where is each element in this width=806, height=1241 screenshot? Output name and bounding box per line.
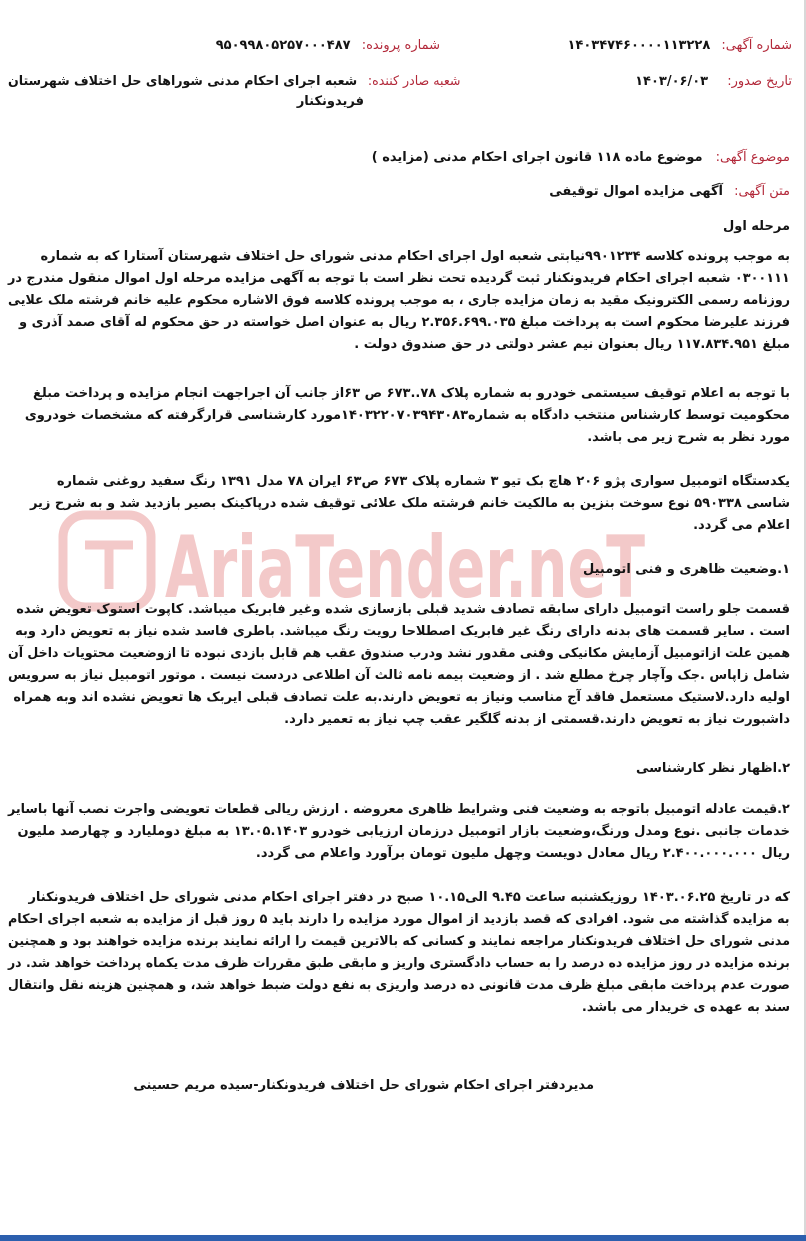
paragraph-line: ۰۳۰۰۱۱۱ شعبه اجرای احکام فریدونکنار ثبت گردیده تحت نظر است با توجه به آگهی مزایده مرحله اول اموال منقول مندرج در [8,271,790,286]
paragraph-line: اعلام می گردد. [693,518,790,533]
paragraph-line: محکومیت توسط کارشناس منتخب دادگاه به شماره۱۴۰۳۲۲۰۷۰۳۹۴۳۰۸۳مورد کارشناسی قرارگرفته که مشخصات خودروی [24,408,790,423]
footer-bar [0,1235,806,1241]
notice-text-title: آگهی مزایده اموال توقیفی [549,184,723,199]
notice-number-label: شماره آگهی: [721,38,792,53]
paragraph-line: خدمات جانبی .نوع ومدل ورنگ،وضعیت بازار اتومبیل درزمان ارزیابی خودرو ۱۳.۰۵.۱۴۰۳ به مبلغ دوملیارد و چهارصد ملیون [17,824,790,839]
paragraph-line: ۲.قیمت عادله اتومبیل باتوجه به وضعیت فنی وشرایط ظاهری معروضه . ارزش ریالی قطعات تعویضی واجرت نصب آنها باسایر [8,802,790,817]
subject-label: موضوع آگهی: [715,150,790,165]
condition-heading: ۱.وضعیت ظاهری و فنی اتومبیل [583,562,790,577]
notice-text-heading [549,180,790,199]
paragraph-line: با توجه به اعلام توقیف سیستمی خودرو به شماره پلاک ۷۸..۶۷۳ ص ۶۳از جانب آن اجراجهت انجام مزایده و پرداخت مبلغ [32,386,790,401]
paragraph-line: مورد نظر به شرح زیر می باشد. [587,430,790,445]
issuer-line2: فریدونکنار [296,94,364,109]
paragraph-line: داشبورت نیاز به تعویض دارند.قسمتی از بدنه گلگیر عقب چپ نیاز به تعمیر دارد. [284,712,790,727]
file-number-value: ۹۵۰۹۹۸۰۵۲۵۷۰۰۰۴۸۷ [215,38,351,53]
paragraph-line: مبلغ ۱۱۷.۸۳۴.۹۵۱ ریال بعنوان نیم عشر دولتی در حق صندوق دولت . [354,337,790,352]
paragraph-line: همین علت ازاتومبیل آزمایش مکانیکی وفنی مقدور نشد ودرب صندوق عقب هم قابل بازدی نبوده تا ازوضعیت محتویات داخل آن [7,646,790,661]
file-number [216,34,440,53]
paragraph-line: فرزند علیرضا محکوم است به پرداخت مبلغ ۲.۳۵۶.۶۹۹.۰۳۵ ریال به عنوان اصل خواسته در حق محکوم له آقای صمد آذری و [19,315,790,330]
paragraph-line: برنده مزایده در روز مزایده ده درصد را به حساب دادگستری واریز و مابقی طبق مقررات ظرف مدت یکماه پرداخت خواهد شد. در [8,956,790,971]
issuer-label: شعبه صادر کننده: [367,74,460,89]
paragraph-line: ریال ۲.۴۰۰.۰۰۰.۰۰۰ ریال معادل دویست وچهل ملیون تومان برآورد واعلام می گردد. [255,846,790,861]
issue-date [635,70,792,89]
subject [372,146,790,165]
issuer-line1: شعبه اجرای احکام مدنی شوراهای حل اختلاف شهرستان [7,74,357,89]
paragraph-line: یکدستگاه اتومبیل سواری پژو ۲۰۶ هاچ بک تیو ۳ شماره پلاک ۶۷۳ ص۶۳ ایران ۷۸ مدل ۱۳۹۱ رنگ سفید روغنی شماره [56,474,790,489]
paragraph-line: شاسی ۵۹۰۳۳۸ نوع سوخت بنزین به مالکیت خانم فرشته ملک علائی توقیف شده درپاکینک بصیر بازدید شد و به شرح زیر [29,496,790,511]
signature: مدیردفتر اجرای احکام شورای حل اختلاف فریدونکنار-سیده مریم حسینی [133,1078,594,1093]
paragraph-line: شامل زاپاس .جک وآچار چرخ مطلع شد . از وضعیت بیمه نامه ثالث آن اطلاعی دردست نیست . موتور اتومبیل نیاز به سرویس [8,668,790,683]
issue-date-label: تاریخ صدور: [727,74,792,89]
issue-date-value: ۱۴۰۳/۰۶/۰۳ [635,74,709,89]
file-number-label: شماره پرونده: [361,38,440,53]
paragraph-line: روزنامه رسمی الکترونیک مقید به زمان مزایده جاری ، به موجب پرونده کلاسه فوق الاشاره محکوم علیه خانم فرشته ملک علایی [8,293,790,308]
paragraph-line: که در تاریخ ۱۴۰۳.۰۶.۲۵ روزیکشنبه ساعت ۹.۴۵ الی۱۰.۱۵ صبح در دفتر اجرای احکام مدنی شورای حل اختلاف فریدونکنار [28,890,790,905]
paragraph-line: صورت عدم پرداخت مابقی مبلغ ظرف مدت قانونی ده درصد واریزی به نفع دولت ضبط خواهد شد، و همچنین هزینه نقل وانتقال [8,978,790,993]
expert-opinion-heading: ۲.اظهار نظر کارشناسی [635,761,790,776]
paragraph-line: به مزایده گذاشته می شود. افرادی که قصد بازدید از اموال مورد مزایده را دارند باید ۵ روز قبل از مزایده به شعبه اجرای احکام [8,912,791,927]
paragraph-line: به موجب پرونده کلاسه ۹۹۰۱۲۳۴نیابتی شعبه اول اجرای احکام مدنی شورای حل اختلاف شهرستان آستارا که به شماره [40,249,790,264]
paragraph-line: مدنی شورای حل اختلاف فریدونکنار مراجعه نمایند و کسانی که بالاترین قیمت را ارائه نمایند برنده مزایده خواهند بود و همچنین [8,934,790,949]
notice-number [567,34,792,53]
paragraph-line: سند به عهده ی خریدار می باشد. [581,1000,790,1015]
notice-text-label: متن آگهی: [734,184,790,199]
issuer [8,70,460,89]
watermark-text: AriaTender.neT [165,518,646,618]
paragraph-line: قسمت جلو راست اتومبیل دارای سابقه تصادف شدید قبلی بازسازی شده وغیر فابریک میباشد. کاپوت استوک تعویض شده [16,602,790,617]
subject-value: موضوع ماده ۱۱۸ قانون اجرای احکام مدنی (مزایده ) [371,150,703,165]
notice-number-value: ۱۴۰۳۴۷۴۶۰۰۰۰۱۱۳۲۲۸ [567,38,711,53]
paragraph-line: است . سایر قسمت های بدنه دارای رنگ غیر فابریک اصطلاحا رویت رنگ میباشد. باطری فاسد شده نیاز به تعویض دارد وبه [15,624,790,639]
paragraph-line: اولیه دارد.لاستیک مستعمل فاقد آج مناسب ونیاز به تعویض دارند.به علت تصادف قبلی ایربک ها تعویض نشده اند وبه همراه [13,690,790,705]
stage-heading: مرحله اول [722,219,790,234]
